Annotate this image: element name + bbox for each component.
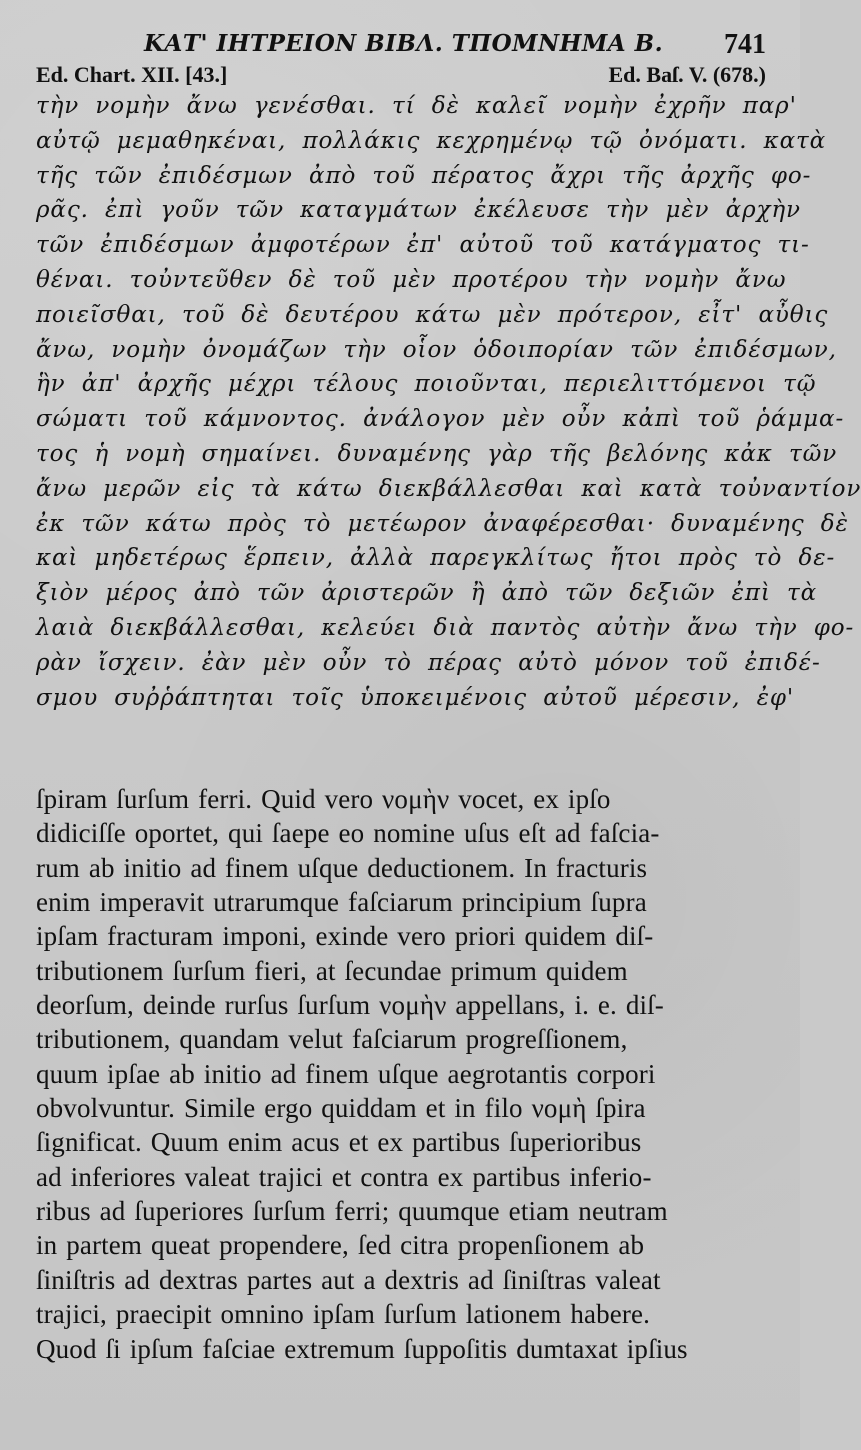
latin-text-line: in partem queat propendere, ſed citra propenſionem ab bbox=[36, 1230, 645, 1261]
greek-text-line: αὐτῷ μεμαθηκέναι, πολλάκις κεχρημένῳ τῷ ὀνόματι. κατὰ bbox=[36, 127, 827, 154]
latin-text-line: quum ipſae ab initio ad finem uſque aegrotantis corpori bbox=[36, 1058, 656, 1089]
greek-text-line: ἄνω, νομὴν ὀνομάζων τὴν οἷον ὁδοιπορίαν τῶν ἐπιδέσμων, bbox=[36, 336, 837, 363]
latin-text-line: ribus ad ſuperiores ſurſum ferri; quumque etiam neutram bbox=[36, 1196, 668, 1227]
greek-text-line: ξιὸν μέρος ἀπὸ τῶν ἀριστερῶν ἢ ἀπὸ τῶν δεξιῶν ἐπὶ τὰ bbox=[36, 580, 818, 607]
latin-text-line: ipſam fracturam imponi, exinde vero priori quidem diſ- bbox=[36, 921, 654, 952]
greek-text-line: τὴν νομὴν ἄνω γενέσθαι. τί δὲ καλεῖ νομὴν ἐχρῆν παρ' bbox=[36, 93, 797, 119]
greek-text-line: τος ἡ νομὴ σημαίνει. δυναμένης γὰρ τῆς βελόνης κἀκ τῶν bbox=[36, 440, 838, 467]
greek-text-line: τῆς τῶν ἐπιδέσμων ἀπὸ τοῦ πέρατος ἄχρι τῆς ἀρχῆς φο- bbox=[36, 162, 812, 189]
greek-text-line: θέναι. τοὐντεῦθεν δὲ τοῦ μὲν προτέρου τὴν νομὴν ἄνω bbox=[36, 266, 787, 293]
section-gap bbox=[36, 727, 766, 784]
greek-text-line: λαιὰ διεκβάλλεσθαι, κελεύει διὰ παντὸς αὐτὴν ἄνω τὴν φο- bbox=[36, 614, 855, 641]
edition-reference-left: Ed. Chart. XII. [43.] bbox=[36, 62, 228, 87]
latin-text-line: ſiniſtris ad dextras partes aut a dextris ad ſiniſtras valeat bbox=[36, 1264, 661, 1295]
latin-text-block bbox=[36, 782, 766, 1366]
greek-text-line: ἐκ τῶν κάτω πρὸς τὸ μετέωρον ἀναφέρεσθαι· δυναμένης δὲ bbox=[36, 510, 849, 537]
latin-text-line: tributionem, quandam velut faſciarum progreſſionem, bbox=[36, 1024, 628, 1055]
greek-text-line: ἣν ἀπ' ἀρχῆς μέχρι τέλους ποιοῦνται, περιελιττόμενοι τῷ bbox=[36, 371, 817, 398]
latin-text-line: obvolvuntur. Simile ergo quiddam et in filo νομὴ ſpira bbox=[36, 1093, 646, 1124]
greek-text-line: τῶν ἐπιδέσμων ἀμφοτέρων ἐπ' αὐτοῦ τοῦ κατάγματος τι- bbox=[36, 232, 810, 259]
page-number: 741 bbox=[724, 29, 766, 60]
edition-reference-right: Ed. Baſ. V. (678.) bbox=[608, 62, 766, 87]
latin-text-line: Quod ſi ipſum faſciae extremum ſuppoſitis dumtaxat ipſius bbox=[36, 1333, 688, 1364]
running-title: ΚΑΤ' ΙΗΤΡΕΙΟΝ ΒΙΒΛ. ΤΠΟΜΝΗΜΑ Β. bbox=[144, 30, 664, 57]
latin-text-line: ſignificat. Quum enim acus et ex partibus ſuperioribus bbox=[36, 1127, 642, 1158]
edition-reference-line bbox=[36, 64, 766, 86]
greek-text-line: σμου συῤῥάπτηται τοῖς ὑποκειμένοις αὐτοῦ μέρεσιν, ἐφ' bbox=[36, 684, 795, 711]
latin-text-line: ſpiram ſurſum ferri. Quid vero νομὴν vocet, ex ipſo bbox=[36, 784, 611, 814]
greek-text-line: σώματι τοῦ κάμνοντος. ἀνάλογον μὲν οὖν κἀπὶ τοῦ ῥάμμα- bbox=[36, 406, 845, 433]
latin-text-line: ad inferiores valeat trajici et contra ex partibus inferio- bbox=[36, 1161, 652, 1192]
latin-text-line: trajici, praecipit omnino ipſam ſurſum lationem habere. bbox=[36, 1299, 651, 1330]
greek-text-line: ἄνω μερῶν εἰς τὰ κάτω διεκβάλλεσθαι καὶ κατὰ τοὐναντίον bbox=[36, 475, 861, 502]
latin-text-line: enim imperavit utrarumque faſciarum principium ſupra bbox=[36, 887, 647, 918]
latin-text-line: deorſum, deinde rurſus ſurſum νομὴν appellans, i. e. diſ- bbox=[36, 990, 664, 1021]
latin-text-line: rum ab initio ad finem uſque deductionem. In fracturis bbox=[36, 852, 648, 883]
greek-text-line: ρᾶς. ἐπὶ γοῦν τῶν καταγμάτων ἐκέλευσε τὴν μὲν ἀρχὴν bbox=[36, 197, 801, 224]
greek-text-line: καὶ μηδετέρως ἕρπειν, ἀλλὰ παρεγκλίτως ἤτοι πρὸς τὸ δε- bbox=[36, 545, 836, 572]
latin-text-line: tributionem ſurſum fieri, at ſecundae primum quidem bbox=[36, 955, 628, 986]
greek-text-block bbox=[36, 89, 861, 727]
greek-text-line: ρὰν ἴσχειν. ἐὰν μὲν οὖν τὸ πέρας αὐτὸ μόνον τοῦ ἐπιδέ- bbox=[36, 649, 821, 676]
running-head bbox=[36, 20, 766, 64]
greek-text-line: ποιεῖσθαι, τοῦ δὲ δευτέρου κάτω μὲν πρότερον, εἶτ' αὖθις bbox=[36, 301, 829, 328]
latin-text-line: didiciſſe oportet, qui ſaepe eo nomine uſus eſt ad faſcia- bbox=[36, 818, 660, 849]
